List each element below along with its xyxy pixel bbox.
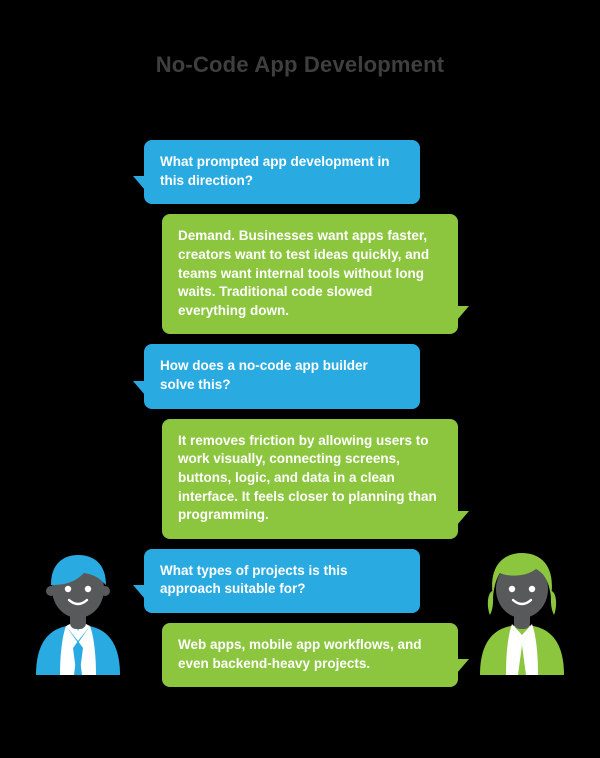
- bubble-text: How does a no-code app builder solve this?: [160, 358, 368, 392]
- bubble-text: It removes friction by allowing users to work visually, connecting screens, buttons, logic, and data in a clean interface. It feels closer to planning than programming.: [178, 432, 437, 523]
- page-title: No-Code App Development: [155, 52, 445, 77]
- answer-bubble-1[interactable]: [162, 214, 458, 334]
- respondent-avatar-graphic: [474, 545, 570, 675]
- interviewer-avatar-graphic: [30, 545, 126, 675]
- bubble-text: What types of projects is this approach suitable for?: [160, 562, 348, 597]
- interviewer-avatar: [30, 545, 126, 680]
- question-bubble-3[interactable]: [144, 549, 420, 613]
- conversation-row: [0, 419, 600, 539]
- question-bubble-2[interactable]: [144, 344, 420, 408]
- answer-bubble-2[interactable]: [162, 419, 458, 539]
- question-bubble-1[interactable]: [144, 140, 420, 204]
- bubble-text: Web apps, mobile app workflows, and even backend-heavy projects.: [178, 637, 422, 671]
- bubble-text: What prompted app development in this direction?: [160, 154, 390, 188]
- respondent-avatar: [474, 545, 570, 680]
- bubble-text: Demand. Businesses want apps faster, creators want to test ideas quickly, and teams want internal tools without long waits. Traditional code slowed everything down.: [178, 228, 430, 318]
- answer-bubble-3[interactable]: [162, 623, 458, 687]
- conversation-row: [0, 344, 600, 408]
- conversation-row: [0, 214, 600, 334]
- conversation-row: [0, 140, 600, 204]
